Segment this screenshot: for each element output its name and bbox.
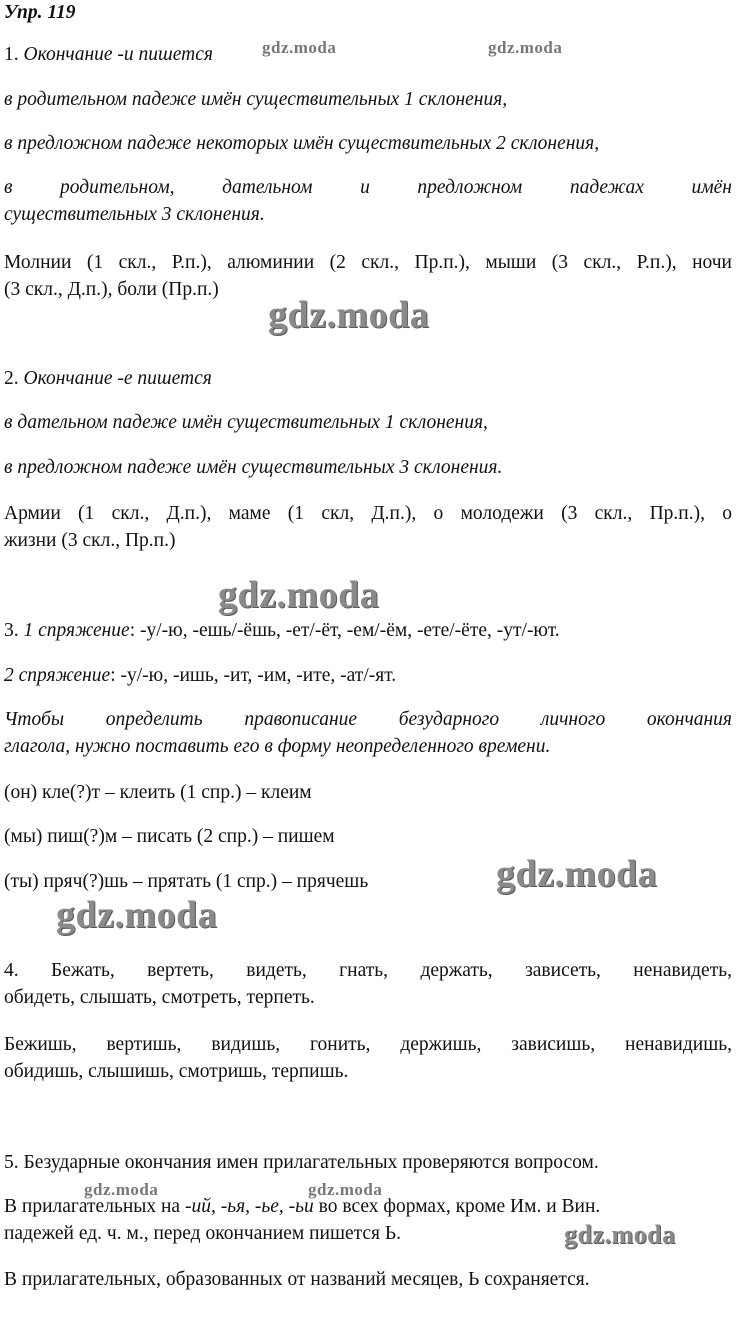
watermark: gdz.moda [218, 574, 380, 616]
conjugation-2-endings: : -у/-ю, -ишь, -ит, -им, -ите, -ат/-ят. [110, 665, 397, 686]
section-3-conjugation-2 [4, 663, 732, 689]
section-3-number: 3. [4, 620, 24, 641]
section-1-rule: существительных 3 склонения. [4, 204, 265, 225]
watermark: gdz.moda [268, 294, 430, 336]
section-5-line: падежей ед. ч. м., перед окончанием пишется Ь. [4, 1223, 401, 1244]
watermark: gdz.moda [56, 894, 218, 936]
watermark: gdz.moda [308, 1180, 383, 1199]
section-2-example: Армии (1 скл., Д.п.), маме (1 скл, Д.п.), о молодежи (3 скл., Пр.п.), о [4, 503, 732, 524]
section-3-rule: Чтобы определить правописание безударного личного окончания [4, 709, 732, 730]
section-3-conjugation-1 [4, 618, 732, 644]
section-3-example: (мы) пиш(?)м – писать (2 спр.) – пишем [4, 826, 335, 847]
watermark: gdz.moda [84, 1180, 159, 1199]
section-2-heading [4, 366, 732, 392]
section-4-forms: Бежишь, вертишь, видишь, гонить, держишь, зависишь, ненавидишь, [4, 1034, 732, 1055]
section-3-rule: глагола, нужно поставить его в форму неопределенного времени. [4, 736, 551, 757]
section-5-text: во всех формах, кроме Им. и Вин. [313, 1196, 601, 1217]
section-5-line: В прилагательных, образованных от названий месяцев, Ь сохраняется. [4, 1269, 590, 1290]
section-1-rule: в родительном падеже имён существительных 1 склонения, [4, 89, 508, 110]
section-5-line [4, 1194, 732, 1220]
section-4-forms: обидишь, слышишь, смотришь, терпишь. [4, 1061, 349, 1082]
section-1-heading [4, 42, 732, 68]
section-3-example: (он) кле(?)т – клеить (1 спр.) – клеим [4, 782, 312, 803]
watermark: gdz.moda [488, 38, 563, 57]
section-2-title: Окончание -е пишется [23, 368, 212, 389]
watermark: gdz.moda [496, 853, 658, 895]
conjugation-1-endings: : -у/-ю, -ешь/-ёшь, -ет/-ёт, -ем/-ём, -ете/-ёте, -ут/-ют. [129, 620, 560, 641]
section-5-suffixes: -ий, -ья, -ье, -ьи [184, 1196, 314, 1217]
watermark: gdz.moda [262, 38, 337, 57]
conjugation-1-label: 1 спряжение [23, 620, 130, 641]
section-2-rule: в предложном падеже имён существительных 3 склонения. [4, 457, 503, 478]
section-1-example: Молнии (1 скл., Р.п.), алюминии (2 скл., Пр.п.), мыши (3 скл., Р.п.), ночи [4, 252, 732, 273]
conjugation-2-label: 2 спряжение [4, 665, 111, 686]
section-5-line: 5. Безударные окончания имен прилагательных проверяются вопросом. [4, 1152, 599, 1173]
section-1-rule: в родительном, дательном и предложном падежах имён [4, 177, 732, 198]
section-3-example: (ты) пряч(?)шь – прятать (1 спр.) – прячешь [4, 871, 369, 892]
section-5-text: В прилагательных на [4, 1196, 185, 1217]
section-1-title: Окончание -и пишется [23, 44, 213, 65]
section-2-rule: в дательном падеже имён существительных 1 склонения, [4, 412, 488, 433]
section-1-rule: в предложном падеже некоторых имён существительных 2 склонения, [4, 133, 600, 154]
exercise-title: Упр. 119 [4, 2, 76, 23]
section-2-example: жизни (3 скл., Пр.п.) [4, 530, 176, 551]
section-1-number: 1. [4, 44, 24, 65]
section-4-verbs: 4. Бежать, вертеть, видеть, гнать, держать, зависеть, ненавидеть, [4, 960, 732, 981]
section-2-number: 2. [4, 368, 24, 389]
section-4-verbs: обидеть, слышать, смотреть, терпеть. [4, 987, 315, 1008]
section-1-example: (3 скл., Д.п.), боли (Пр.п.) [4, 279, 219, 300]
watermark: gdz.moda [564, 1220, 676, 1249]
